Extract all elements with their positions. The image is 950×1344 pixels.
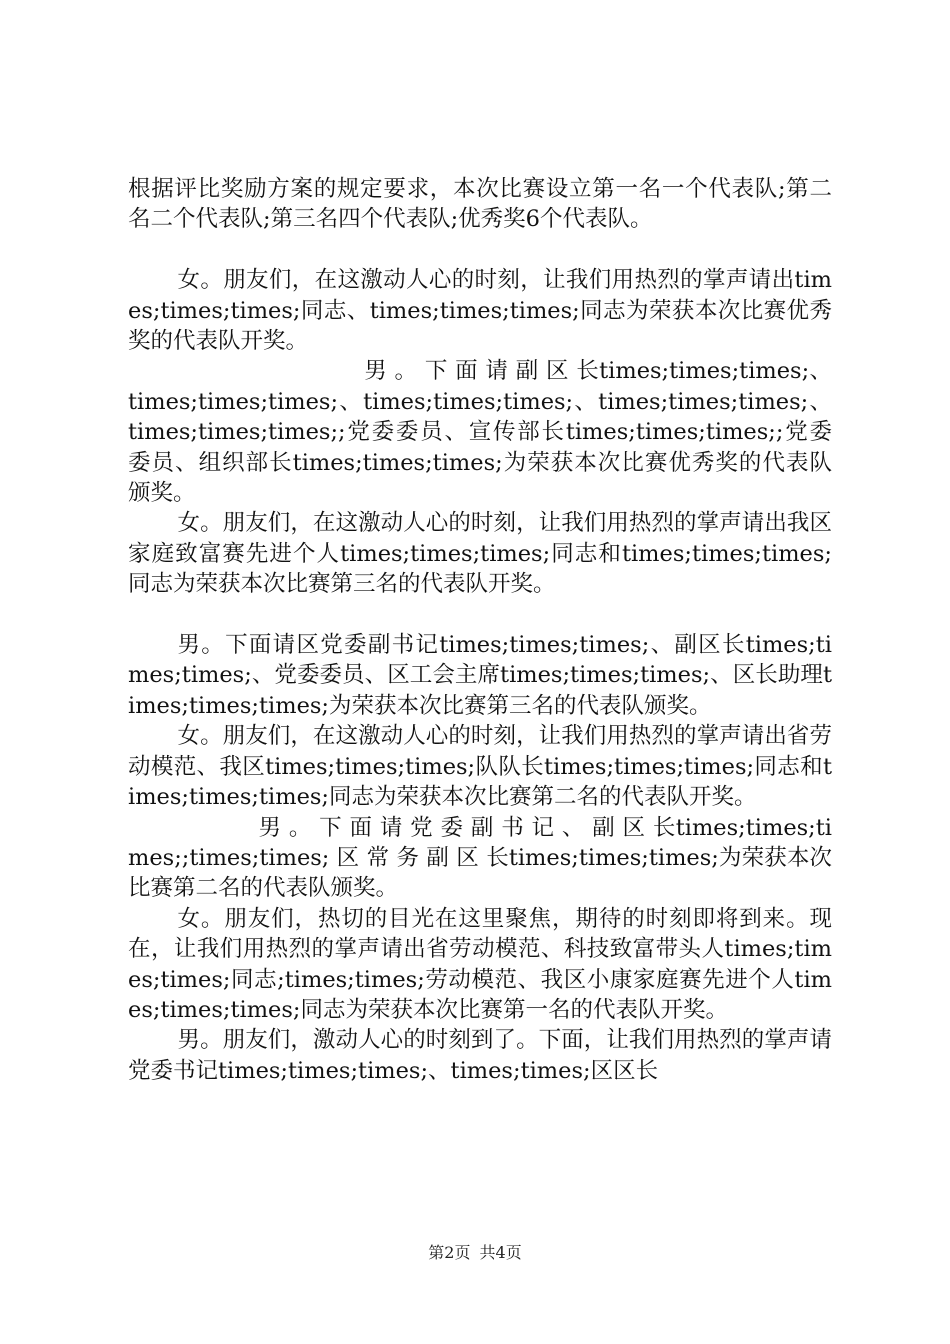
paragraph-award-rules: 根据评比奖励方案的规定要求，本次比赛设立第一名一个代表队;第二名二个代表队;第三名四个代表队;优秀奖6个代表队。: [128, 176, 832, 233]
paragraph-male-host-second: 男 。 下 面 请 党 委 副 书 记 、 副 区 长times;times;times;;times;times; 区 常 务 副 区 长times;times;times;为荣获本次比赛第二名的代表队颁奖。: [128, 814, 832, 902]
paragraph-male-host-first: 男。朋友们，激动人心的时刻到了。下面，让我们用热烈的掌声请党委书记times;times;times;、times;times;区区长: [128, 1027, 832, 1084]
paragraph-spacer: [128, 600, 832, 630]
paragraph-female-host-first: 女。朋友们，热切的目光在这里聚焦，期待的时刻即将到来。现在，让我们用热烈的掌声请出省劳动模范、科技致富带头人times;times;times;同志;times;times;劳动模范、我区小康家庭赛先进个人times;times;times;同志为荣获本次比赛第一名的代表队开奖。: [128, 905, 832, 1023]
paragraph-female-host-excellence: 女。朋友们，在这激动人心的时刻，让我们用热烈的掌声请出times;times;times;同志、times;times;times;同志为荣获本次比赛优秀奖的代表队开奖。: [128, 267, 832, 355]
paragraph-male-host-third: 男。下面请区党委副书记times;times;times;、副区长times;times;times;、党委委员、区工会主席times;times;times;、区长助理times;times;times;为荣获本次比赛第三名的代表队颁奖。: [128, 632, 832, 719]
document-body: [128, 174, 832, 1086]
page-total: 共4页: [479, 1243, 522, 1262]
paragraph-spacer: [128, 235, 832, 265]
paragraph-female-host-second: 女。朋友们，在这激动人心的时刻，让我们用热烈的掌声请出省劳动模范、我区times;times;times;队队长times;times;times;同志和times;times;times;同志为荣获本次比赛第二名的代表队开奖。: [128, 723, 832, 811]
page-number: 第2页: [428, 1243, 471, 1262]
page-footer: [0, 1243, 950, 1263]
paragraph-male-host-excellence: 男 。 下 面 请 副 区 长times;times;times;、times;times;times;、times;times;times;、times;times;times;、times;times;times;;党委委员、宣传部长times;times;times;;党委委员、组织部长times;times;times;为荣获本次比赛优秀奖的代表队颁奖。: [128, 358, 832, 507]
paragraph-female-host-third: 女。朋友们，在这激动人心的时刻，让我们用热烈的掌声请出我区家庭致富赛先进个人times;times;times;同志和times;times;times;同志为荣获本次比赛第三名的代表队开奖。: [128, 510, 832, 598]
